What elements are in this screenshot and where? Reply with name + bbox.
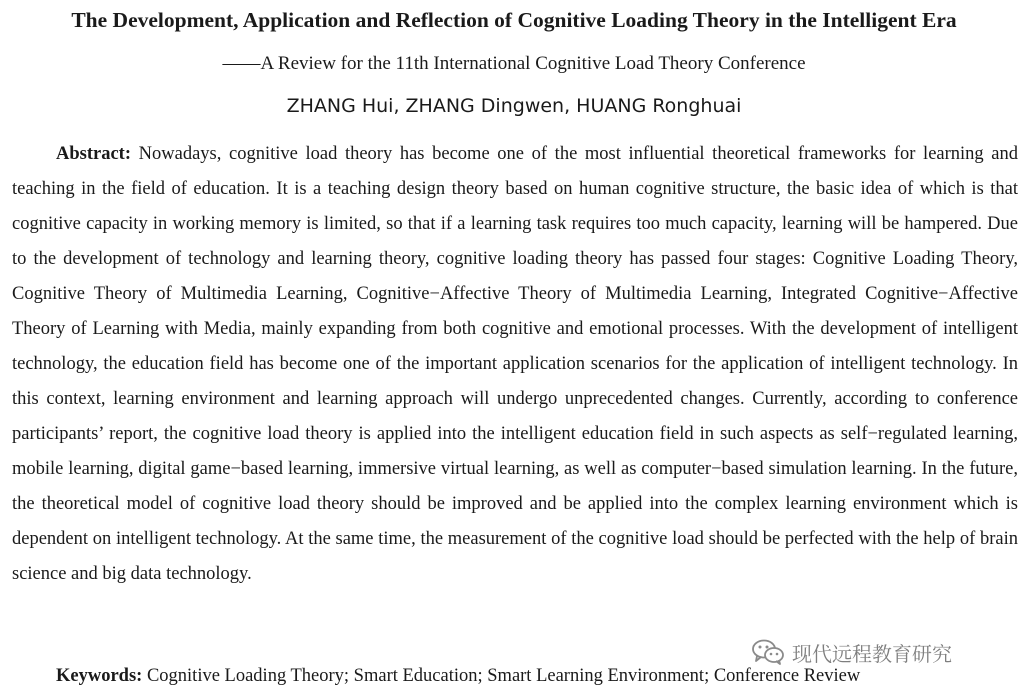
- article-authors: ZHANG Hui, ZHANG Dingwen, HUANG Ronghuai: [286, 95, 742, 117]
- article-title: The Development, Application and Reflection of Cognitive Loading Theory in the Intelligent Era: [71, 8, 957, 32]
- wechat-icon: [752, 639, 784, 665]
- abstract-label: Abstract:: [56, 144, 132, 164]
- abstract-text: Nowadays, cognitive load theory has become one of the most influential theoretical frameworks for learning and teaching in the field of education. It is a teaching design theory based on human cognitive structure, the basic idea of which is that cognitive capacity in working memory is limited, so that if a learning task requires too much capacity, learning will be hampered. Due to the development of technology and learning theory, cognitive loading theory has passed four stages: Cognitive Loading Theory, Cognitive Theory of Multimedia Learning, Cognitive−Affective Theory of Multimedia Learning, Integrated Cognitive−Affective Theory of Learning with Media, mainly expanding from both cognitive and emotional processes. With the development of intelligent technology, the education field has become one of the important application scenarios for the application of intelligent technology. In this context, learning environment and learning approach will undergo unprecedented changes. Currently, according to conference participants’ report, the cognitive load theory is applied into the intelligent education field in such aspects as self−regulated learning, mobile learning, digital game−based learning, immersive virtual learning, as well as computer−based simulation learning. In the future, the theoretical model of cognitive load theory should be improved and be applied into the complex learning environment which is dependent on intelligent technology. At the same time, the measurement of the cognitive load should be perfected with the help of brain science and big data technology.: [12, 144, 1019, 584]
- watermark-text: 现代远程教育研究: [792, 641, 952, 666]
- keywords-label: Keywords:: [56, 666, 143, 686]
- abstract-paragraph: [12, 137, 1018, 592]
- article-subtitle: ——A Review for the 11th International Cognitive Load Theory Conference: [222, 53, 806, 74]
- keywords-line: [56, 661, 860, 691]
- keywords-text: Cognitive Loading Theory; Smart Education; Smart Learning Environment; Conference Review: [146, 666, 861, 686]
- watermark: [752, 632, 952, 672]
